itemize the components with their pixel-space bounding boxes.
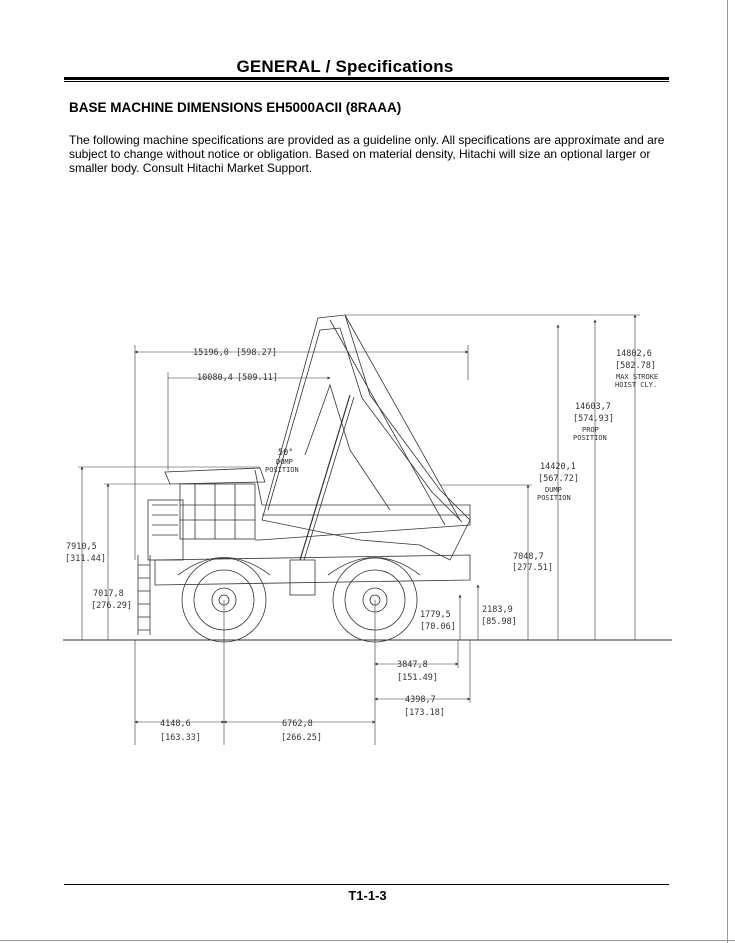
prop-height-in: [574.93]: [573, 414, 614, 424]
dump-angle-label-2: POSITION: [265, 466, 299, 474]
overall-length-mm: 15196,0: [193, 348, 229, 358]
overall-height-in: [311.44]: [65, 554, 106, 564]
dump-label-2: POSITION: [537, 494, 571, 502]
cab: [180, 484, 255, 539]
dump-height-in: [567.72]: [538, 474, 579, 484]
dump-clearance-mm: 2183,9: [482, 605, 513, 615]
footer-rule: [64, 884, 669, 885]
page-frame-bottom: [0, 940, 735, 941]
rear-to-tail-mm: 3847,8: [397, 660, 428, 670]
truck-drawing: [138, 315, 470, 642]
page-header-title: GENERAL / Specifications: [236, 57, 454, 76]
chassis: [155, 555, 470, 585]
front-overhang-mm: 4148,6: [160, 719, 191, 729]
body-height-mm: 7048,7: [513, 552, 544, 562]
canopy: [165, 468, 265, 484]
dimension-lines: [78, 315, 640, 745]
rear-to-tail-in: [151.49]: [397, 673, 438, 683]
dump-height-mm: 14420,1: [540, 462, 576, 472]
page-frame-right: [727, 0, 728, 943]
rear-to-tail-dump-in: [173.18]: [404, 708, 445, 718]
wheelbase-mm: 6762,8: [282, 719, 313, 729]
overall-height-mm: 7910,5: [66, 542, 97, 552]
prop-label-1: PROP: [582, 426, 599, 434]
prop-label-2: POSITION: [573, 434, 607, 442]
header-rule-thin: [64, 81, 669, 82]
ground-clearance-mm: 1779,5: [420, 610, 451, 620]
wheelbase-in: [266.25]: [281, 733, 322, 743]
body-length-in: [509.11]: [237, 373, 278, 383]
max-stroke-label-2: HOIST CLY.: [615, 381, 658, 389]
front-overhang-in: [163.33]: [160, 733, 201, 743]
body-length-mm: 10080,4: [197, 373, 233, 383]
dump-angle-value: 50°: [278, 448, 294, 458]
body-height-in: [277.51]: [512, 563, 553, 573]
dump-label-1: DUMP: [545, 486, 562, 494]
rear-to-tail-dump-mm: 4398,7: [405, 695, 436, 705]
section-heading: BASE MACHINE DIMENSIONS EH5000ACII (8RAAA): [69, 100, 402, 115]
max-stroke-in: [582.78]: [615, 361, 656, 371]
dump-clearance-in: [85.98]: [481, 617, 517, 627]
canopy-height-mm: 7017,8: [93, 589, 124, 599]
header-rule-thick: [64, 77, 669, 80]
page-number: T1-1-3: [348, 888, 387, 903]
prop-height-mm: 14603,7: [575, 402, 611, 412]
dump-angle-label-1: DUMP: [276, 458, 293, 466]
canopy-height-in: [276.29]: [91, 601, 132, 611]
intro-paragraph: The following machine specifications are provided as a guideline only. All specifications are approximate and are subject to change without notice or obligation. Based on material density, Hitachi will size an optional larger or smaller body. Consult Hitachi Market Support.: [69, 133, 665, 175]
ground-clearance-in: [70.06]: [420, 622, 456, 632]
max-stroke-label-1: MAX STROKE: [616, 373, 659, 381]
machine-dimensions-diagram: [60, 305, 675, 755]
max-stroke-mm: 14802,6: [616, 349, 652, 359]
dimension-labels: [65, 348, 658, 743]
overall-length-in: [598.27]: [236, 348, 277, 358]
